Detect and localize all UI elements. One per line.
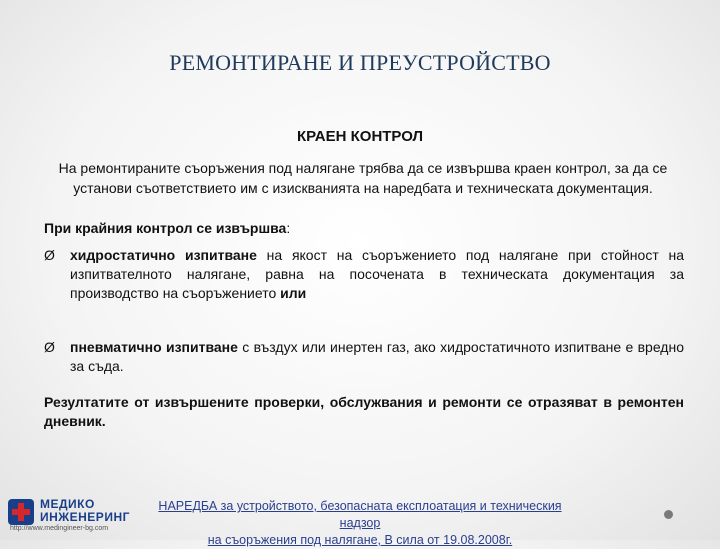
section-subtitle: КРАЕН КОНТРОЛ	[296, 128, 424, 145]
logo-url: http://www.medingineer-bg.com	[10, 525, 109, 532]
slide-dot-icon	[664, 510, 673, 519]
intro-paragraph: На ремонтираните съоръжения под налягане трябва да се извършва краен контрол, за да се установи съответствието им с изискванията на наредбата и техническата документация.	[58, 160, 668, 196]
result-paragraph: Резултатите от извършените проверки, обслужвания и ремонти се отразяват в ремонтен дневник.	[44, 394, 684, 429]
bullet-text	[70, 338, 684, 376]
regulation-link[interactable]	[150, 498, 570, 549]
regulation-link-line2: на съоръжения под налягане, В сила от 19.08.2008г.	[207, 533, 513, 547]
bullet-body: на якост на съоръжението под налягане при стойност на изпитвателното налягане, равна на посочената в техническата документация за производство на съоръжението	[70, 247, 684, 301]
bullet-item	[44, 246, 684, 303]
slide-title: РЕМОНТИРАНЕ И ПРЕУСТРОЙСТВО	[169, 50, 551, 75]
company-logo	[6, 494, 146, 534]
bullet-bold: пневматично изпитване	[70, 339, 238, 355]
logo-line1: МЕДИКО	[40, 497, 95, 511]
lead-bold: При крайния контрол се извършва	[44, 220, 287, 236]
regulation-link-line1: НАРЕДБА за устройството, безопасната експлоатация и техническия надзор	[158, 499, 562, 530]
bullet-tail: или	[280, 285, 307, 301]
bullet-body: с въздух или инертен газ, ако хидростатичното изпитване е вредно за съда.	[70, 339, 684, 374]
arrow-bullet-icon: Ø	[44, 339, 55, 355]
lead-line	[44, 220, 290, 236]
logo-line2: ИНЖЕНЕРИНГ	[40, 510, 130, 524]
lead-tail: :	[286, 220, 291, 236]
bullet-bold: хидростатично изпитване	[70, 247, 257, 263]
bullet-text	[70, 246, 684, 303]
medical-cross-logo-icon	[6, 497, 36, 527]
bullet-item	[44, 338, 684, 376]
arrow-bullet-icon: Ø	[44, 247, 55, 263]
